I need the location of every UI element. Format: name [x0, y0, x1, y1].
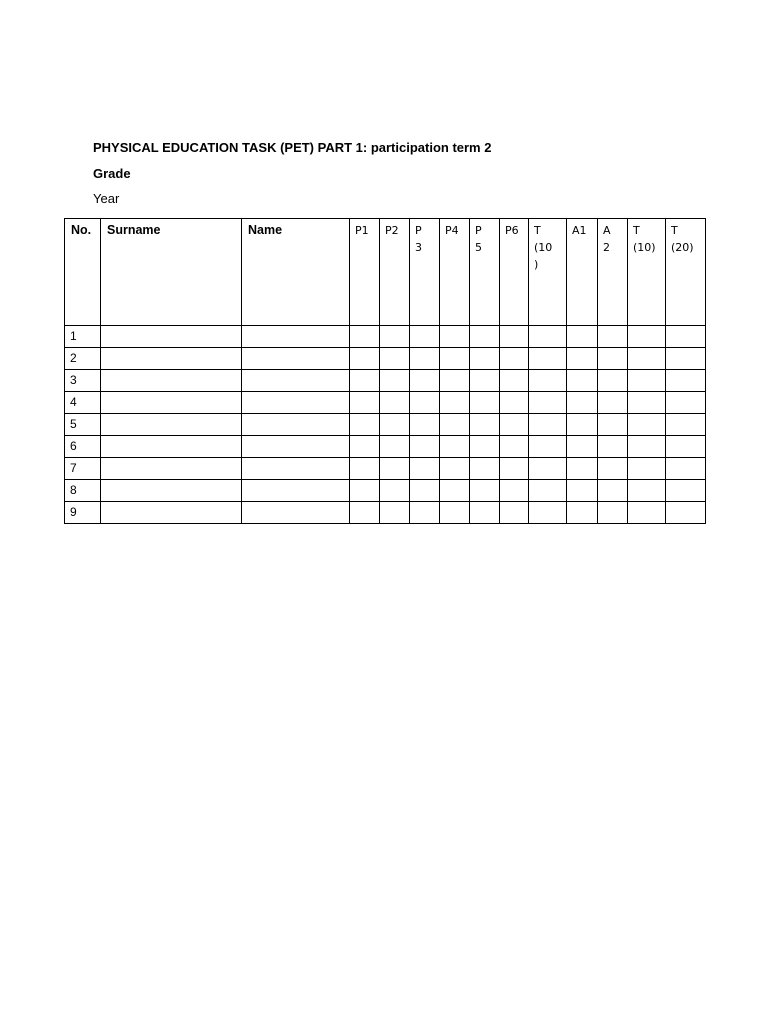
column-header-surname: Surname [101, 219, 242, 326]
table-cell-a1[interactable] [567, 348, 598, 370]
table-cell-surname[interactable] [101, 502, 242, 524]
column-header-p6: P6 [500, 219, 529, 326]
table-cell-t20[interactable] [666, 414, 706, 436]
table-cell-p3[interactable] [410, 458, 440, 480]
table-cell-no: 4 [65, 392, 101, 414]
table-cell-p6[interactable] [500, 436, 529, 458]
column-header-p3: P 3 [410, 219, 440, 326]
table-cell-p6[interactable] [500, 502, 529, 524]
table-cell-name[interactable] [242, 414, 350, 436]
table-cell-p3[interactable] [410, 392, 440, 414]
table-cell-p4[interactable] [440, 370, 470, 392]
table-cell-p5[interactable] [470, 414, 500, 436]
table-cell-no: 2 [65, 348, 101, 370]
table-cell-p6[interactable] [500, 480, 529, 502]
table-cell-p5[interactable] [470, 326, 500, 348]
table-cell-p3[interactable] [410, 436, 440, 458]
table-cell-p1[interactable] [350, 370, 380, 392]
table-cell-p5[interactable] [470, 392, 500, 414]
table-cell-a1[interactable] [567, 502, 598, 524]
table-cell-p3[interactable] [410, 502, 440, 524]
table-cell-t20[interactable] [666, 502, 706, 524]
table-cell-a2[interactable] [598, 392, 628, 414]
table-cell-name[interactable] [242, 502, 350, 524]
table-cell-a1[interactable] [567, 458, 598, 480]
table-cell-name[interactable] [242, 480, 350, 502]
table-cell-p1[interactable] [350, 326, 380, 348]
table-cell-no: 3 [65, 370, 101, 392]
table-cell-no: 7 [65, 458, 101, 480]
table-cell-a1[interactable] [567, 480, 598, 502]
table-cell-name[interactable] [242, 436, 350, 458]
table-cell-t20[interactable] [666, 370, 706, 392]
table-cell-no: 8 [65, 480, 101, 502]
table-cell-a1[interactable] [567, 392, 598, 414]
table-cell-p2[interactable] [380, 414, 410, 436]
table-cell-t10a[interactable] [529, 436, 567, 458]
table-cell-p1[interactable] [350, 414, 380, 436]
table-cell-p1[interactable] [350, 480, 380, 502]
table-cell-p6[interactable] [500, 414, 529, 436]
column-header-p4: P4 [440, 219, 470, 326]
table-cell-p1[interactable] [350, 392, 380, 414]
table-cell-p4[interactable] [440, 326, 470, 348]
table-cell-p1[interactable] [350, 348, 380, 370]
table-cell-p4[interactable] [440, 348, 470, 370]
table-cell-p1[interactable] [350, 502, 380, 524]
table-cell-p3[interactable] [410, 480, 440, 502]
column-header-name: Name [242, 219, 350, 326]
participation-table [64, 218, 706, 524]
table-cell-t20[interactable] [666, 392, 706, 414]
table-cell-p3[interactable] [410, 414, 440, 436]
table-row [65, 370, 706, 392]
table-cell-p5[interactable] [470, 348, 500, 370]
table-cell-t20[interactable] [666, 348, 706, 370]
table-cell-surname[interactable] [101, 436, 242, 458]
column-header-t10-first: T (10 ) [529, 219, 567, 326]
table-cell-a2[interactable] [598, 370, 628, 392]
table-cell-p3[interactable] [410, 348, 440, 370]
table-cell-surname[interactable] [101, 370, 242, 392]
table-row [65, 348, 706, 370]
column-header-t20: T (20) [666, 219, 706, 326]
column-header-p2: P2 [380, 219, 410, 326]
table-cell-p5[interactable] [470, 458, 500, 480]
table-cell-t10a[interactable] [529, 348, 567, 370]
table-row [65, 436, 706, 458]
grade-label: Grade [93, 166, 131, 181]
table-row [65, 502, 706, 524]
table-cell-p6[interactable] [500, 326, 529, 348]
table-cell-a2[interactable] [598, 480, 628, 502]
column-header-a1: A1 [567, 219, 598, 326]
column-header-no: No. [65, 219, 101, 326]
table-cell-t10b[interactable] [628, 326, 666, 348]
table-cell-surname[interactable] [101, 458, 242, 480]
table-cell-p4[interactable] [440, 414, 470, 436]
table-cell-surname[interactable] [101, 480, 242, 502]
column-header-a2: A 2 [598, 219, 628, 326]
table-cell-t10b[interactable] [628, 436, 666, 458]
table-row [65, 326, 706, 348]
table-cell-p5[interactable] [470, 436, 500, 458]
table-cell-t20[interactable] [666, 326, 706, 348]
column-header-p1: P1 [350, 219, 380, 326]
table-cell-t10a[interactable] [529, 370, 567, 392]
column-header-p5: P 5 [470, 219, 500, 326]
document-title: PHYSICAL EDUCATION TASK (PET) PART 1: participation term 2 [93, 140, 492, 155]
table-cell-surname[interactable] [101, 414, 242, 436]
table-cell-a1[interactable] [567, 370, 598, 392]
table-cell-p4[interactable] [440, 502, 470, 524]
table-cell-p1[interactable] [350, 458, 380, 480]
table-cell-t10a[interactable] [529, 392, 567, 414]
table-cell-name[interactable] [242, 458, 350, 480]
table-cell-p6[interactable] [500, 348, 529, 370]
table-cell-p3[interactable] [410, 370, 440, 392]
table-cell-p2[interactable] [380, 502, 410, 524]
table-cell-surname[interactable] [101, 392, 242, 414]
table-cell-p2[interactable] [380, 370, 410, 392]
table-cell-name[interactable] [242, 326, 350, 348]
table-cell-no: 5 [65, 414, 101, 436]
table-header-row [65, 219, 706, 326]
table-cell-p2[interactable] [380, 326, 410, 348]
table-cell-p2[interactable] [380, 480, 410, 502]
table-cell-a1[interactable] [567, 436, 598, 458]
table-cell-t10b[interactable] [628, 370, 666, 392]
table-cell-a2[interactable] [598, 348, 628, 370]
table-cell-p4[interactable] [440, 392, 470, 414]
table-cell-no: 1 [65, 326, 101, 348]
table-cell-p2[interactable] [380, 348, 410, 370]
table-cell-a2[interactable] [598, 458, 628, 480]
table-cell-t10b[interactable] [628, 392, 666, 414]
table-cell-a2[interactable] [598, 436, 628, 458]
table-cell-p5[interactable] [470, 370, 500, 392]
table-row [65, 392, 706, 414]
table-cell-p6[interactable] [500, 458, 529, 480]
table-cell-a2[interactable] [598, 326, 628, 348]
table-cell-p6[interactable] [500, 370, 529, 392]
table-cell-p2[interactable] [380, 392, 410, 414]
table-cell-name[interactable] [242, 392, 350, 414]
table-body [65, 326, 706, 524]
table-cell-t10b[interactable] [628, 414, 666, 436]
table-cell-t20[interactable] [666, 436, 706, 458]
table-cell-name[interactable] [242, 370, 350, 392]
table-cell-t20[interactable] [666, 480, 706, 502]
table-cell-name[interactable] [242, 348, 350, 370]
table-cell-t10b[interactable] [628, 458, 666, 480]
table-cell-p4[interactable] [440, 458, 470, 480]
table-cell-t10a[interactable] [529, 414, 567, 436]
table-cell-t10a[interactable] [529, 480, 567, 502]
table-row [65, 458, 706, 480]
table-cell-t10b[interactable] [628, 480, 666, 502]
table-cell-p3[interactable] [410, 326, 440, 348]
year-label: Year [93, 191, 120, 206]
column-header-t10-second: T (10) [628, 219, 666, 326]
table-cell-p2[interactable] [380, 436, 410, 458]
table-cell-t10a[interactable] [529, 502, 567, 524]
table-cell-a2[interactable] [598, 414, 628, 436]
table-cell-t10b[interactable] [628, 348, 666, 370]
table-cell-p1[interactable] [350, 436, 380, 458]
table-cell-t10a[interactable] [529, 326, 567, 348]
table-cell-t10b[interactable] [628, 502, 666, 524]
table-row [65, 480, 706, 502]
table-cell-a1[interactable] [567, 414, 598, 436]
table-cell-p2[interactable] [380, 458, 410, 480]
table-cell-p5[interactable] [470, 480, 500, 502]
table-cell-t10a[interactable] [529, 458, 567, 480]
table-cell-p4[interactable] [440, 436, 470, 458]
table-cell-a1[interactable] [567, 326, 598, 348]
table-cell-a2[interactable] [598, 502, 628, 524]
table-cell-surname[interactable] [101, 326, 242, 348]
table-cell-no: 6 [65, 436, 101, 458]
table-cell-t20[interactable] [666, 458, 706, 480]
table-cell-p5[interactable] [470, 502, 500, 524]
table-cell-no: 9 [65, 502, 101, 524]
table-cell-p4[interactable] [440, 480, 470, 502]
table-cell-p6[interactable] [500, 392, 529, 414]
table-row [65, 414, 706, 436]
table-cell-surname[interactable] [101, 348, 242, 370]
